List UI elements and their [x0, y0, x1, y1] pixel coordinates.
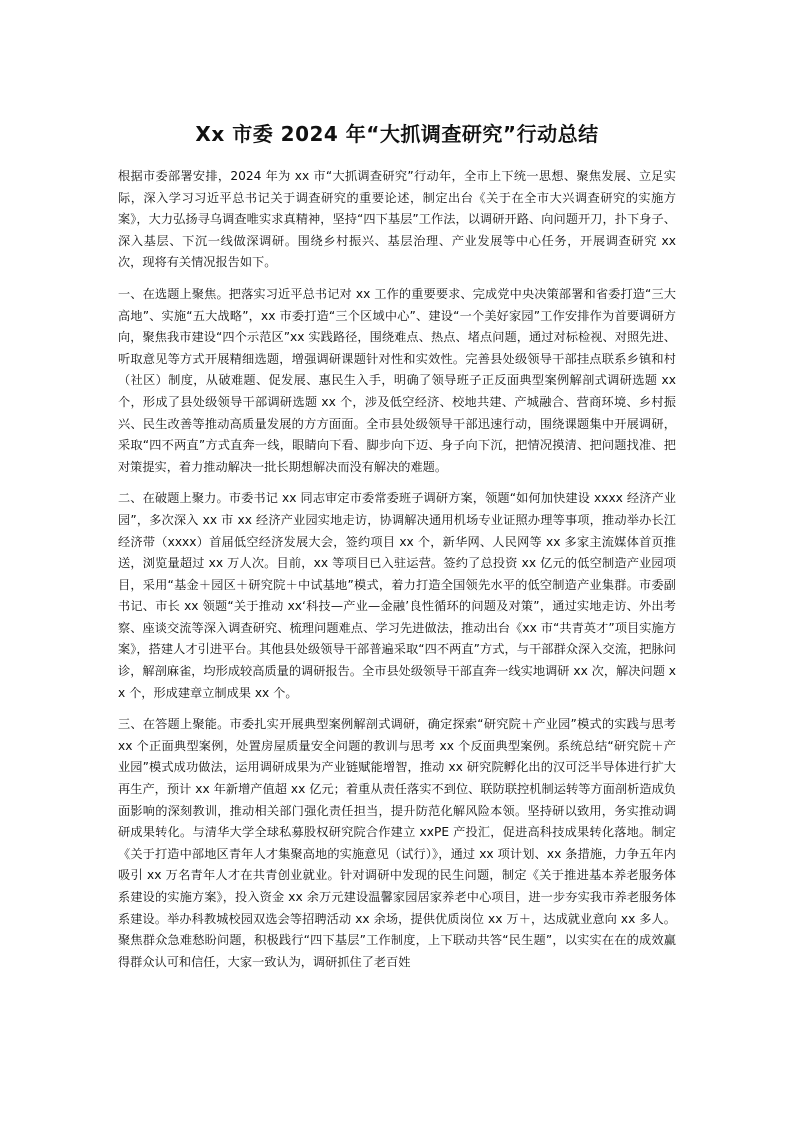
- document-title: Xx 市委 2024 年“大抓调查研究”行动总结: [195, 122, 599, 146]
- section-three-paragraph: 三、在答题上聚能。市委扎实开展典型案例解剖式调研，确定探索“研究院＋产业园”模式的实践与思考 xx 个正面典型案例，处置房屋质量安全问题的教训与思考 xx 个反面典型案例。系统总结“研究院＋产业园”模式成功做法，运用调研成果为产业链赋能增智，推动 xx 研究院孵化出的汉可泛半导体进行扩大再生产，预计 xx 年新增产值超 xx 亿元；着重从责任落实不到位、联防联控机制运转等方面剖析造成负面影响的深刻教训，推动相关部门强化责任担当，提升防范化解风险本领。坚持研以致用，务实推动调研成果转化。与清华大学全球私募股权研究院合作建立 xxPE 产投汇，促进高科技成果转化落地。制定《关于打造中部地区青年人才集聚高地的实施意见（试行）》，通过 xx 项计划、xx 条措施，力争五年内吸引 xx 万名青年人才在共青创业就业。针对调研中发现的民生问题，制定《关于推进基本养老服务体系建设的实施方案》，投入资金 xx 余万元建设温馨家园居家养老中心项目，进一步夯实我市养老服务体系建设。举办科教城校园双选会等招聘活动 xx 余场，提供优质岗位 xx 万＋，达成就业意向 xx 多人。聚焦群众急难愁盼问题，积极践行“四下基层”工作制度，上下联动共答“民生题”，以实实在在的成效赢得群众认可和信任，大家一致认为，调研抓住了老百姓: [118, 717, 676, 969]
- section-one-paragraph: 一、在选题上聚焦。把落实习近平总书记对 xx 工作的重要要求、完成党中央决策部署和省委打造“三大高地”、实施“五大战略”，xx 市委打造“三个区域中心”、建设“一个美好家园”工作安排作为首要调研方向，聚焦我市建设“四个示范区”xx 实践路径，围绕难点、热点、堵点问题，通过对标检视、对照先进、听取意见等方式开展精细选题，增强调研课题针对性和实效性。完善县处级领导干部挂点联系乡镇和村（社区）制度，从破难题、促发展、惠民生入手，明确了领导班子正反面典型案例解剖式调研选题 xx 个，形成了县处级领导干部调研选题 xx 个，涉及低空经济、校地共建、产城融合、营商环境、乡村振兴、民生改善等推动高质量发展的方方面面。全市县处级领导干部迅速行动，围绕课题集中开展调研，采取“四不两直”方式直奔一线，眼睛向下看、脚步向下迈、身子向下沉，把情况摸清、把问题找准、把对策提实，着力推动解决一批长期想解决而没有解决的难题。: [118, 286, 676, 474]
- document-page: [118, 120, 676, 983]
- intro-paragraph: 根据市委部署安排，2024 年为 xx 市“大抓调查研究”行动年，全市上下统一思想、聚焦发展、立足实际，深入学习习近平总书记关于调查研究的重要论述，制定出台《关于在全市大兴调查研究的实施方案》，大力弘扬寻乌调查唯实求真精神，坚持“四下基层”工作法，以调研开路、向问题开刀，扑下身子、深入基层、下沉一线做深调研。围绕乡村振兴、基层治理、产业发展等中心任务，开展调查研究 xx 次，现将有关情况报告如下。: [118, 169, 676, 270]
- section-two-paragraph: 二、在破题上聚力。市委书记 xx 同志审定市委常委班子调研方案，领题“如何加快建设 xxxx 经济产业园”，多次深入 xx 市 xx 经济产业园实地走访，协调解决通用机场专业证照办理等事项，推动举办长江经济带（xxxx）首届低空经济发展大会，签约项目 xx 个，新华网、人民网等 xx 多家主流媒体首页推送，浏览量超过 xx 万人次。目前，xx 等项目已入驻运营。签约了总投资 xx 亿元的低空制造产业园项目，采用“基金＋园区＋研究院＋中试基地”模式，着力打造全国领先水平的低空制造产业集群。市委副书记、市长 xx 领题“关于推动 xx‘科技—产业—金融’良性循环的问题及对策”，通过实地走访、外出考察、座谈交流等深入调查研究、梳理问题难点、学习先进做法，推动出台《xx 市“共青英才”项目实施方案》，搭建人才引进平台。其他县处级领导干部普遍采取“四不两直”方式，与干部群众深入交流，把脉问诊，解剖麻雀，均形成较高质量的调研报告。全市县处级领导干部直奔一线实地调研 xx 次，解决问题 xx 个，形成建章立制成果 xx 个。: [118, 491, 676, 700]
